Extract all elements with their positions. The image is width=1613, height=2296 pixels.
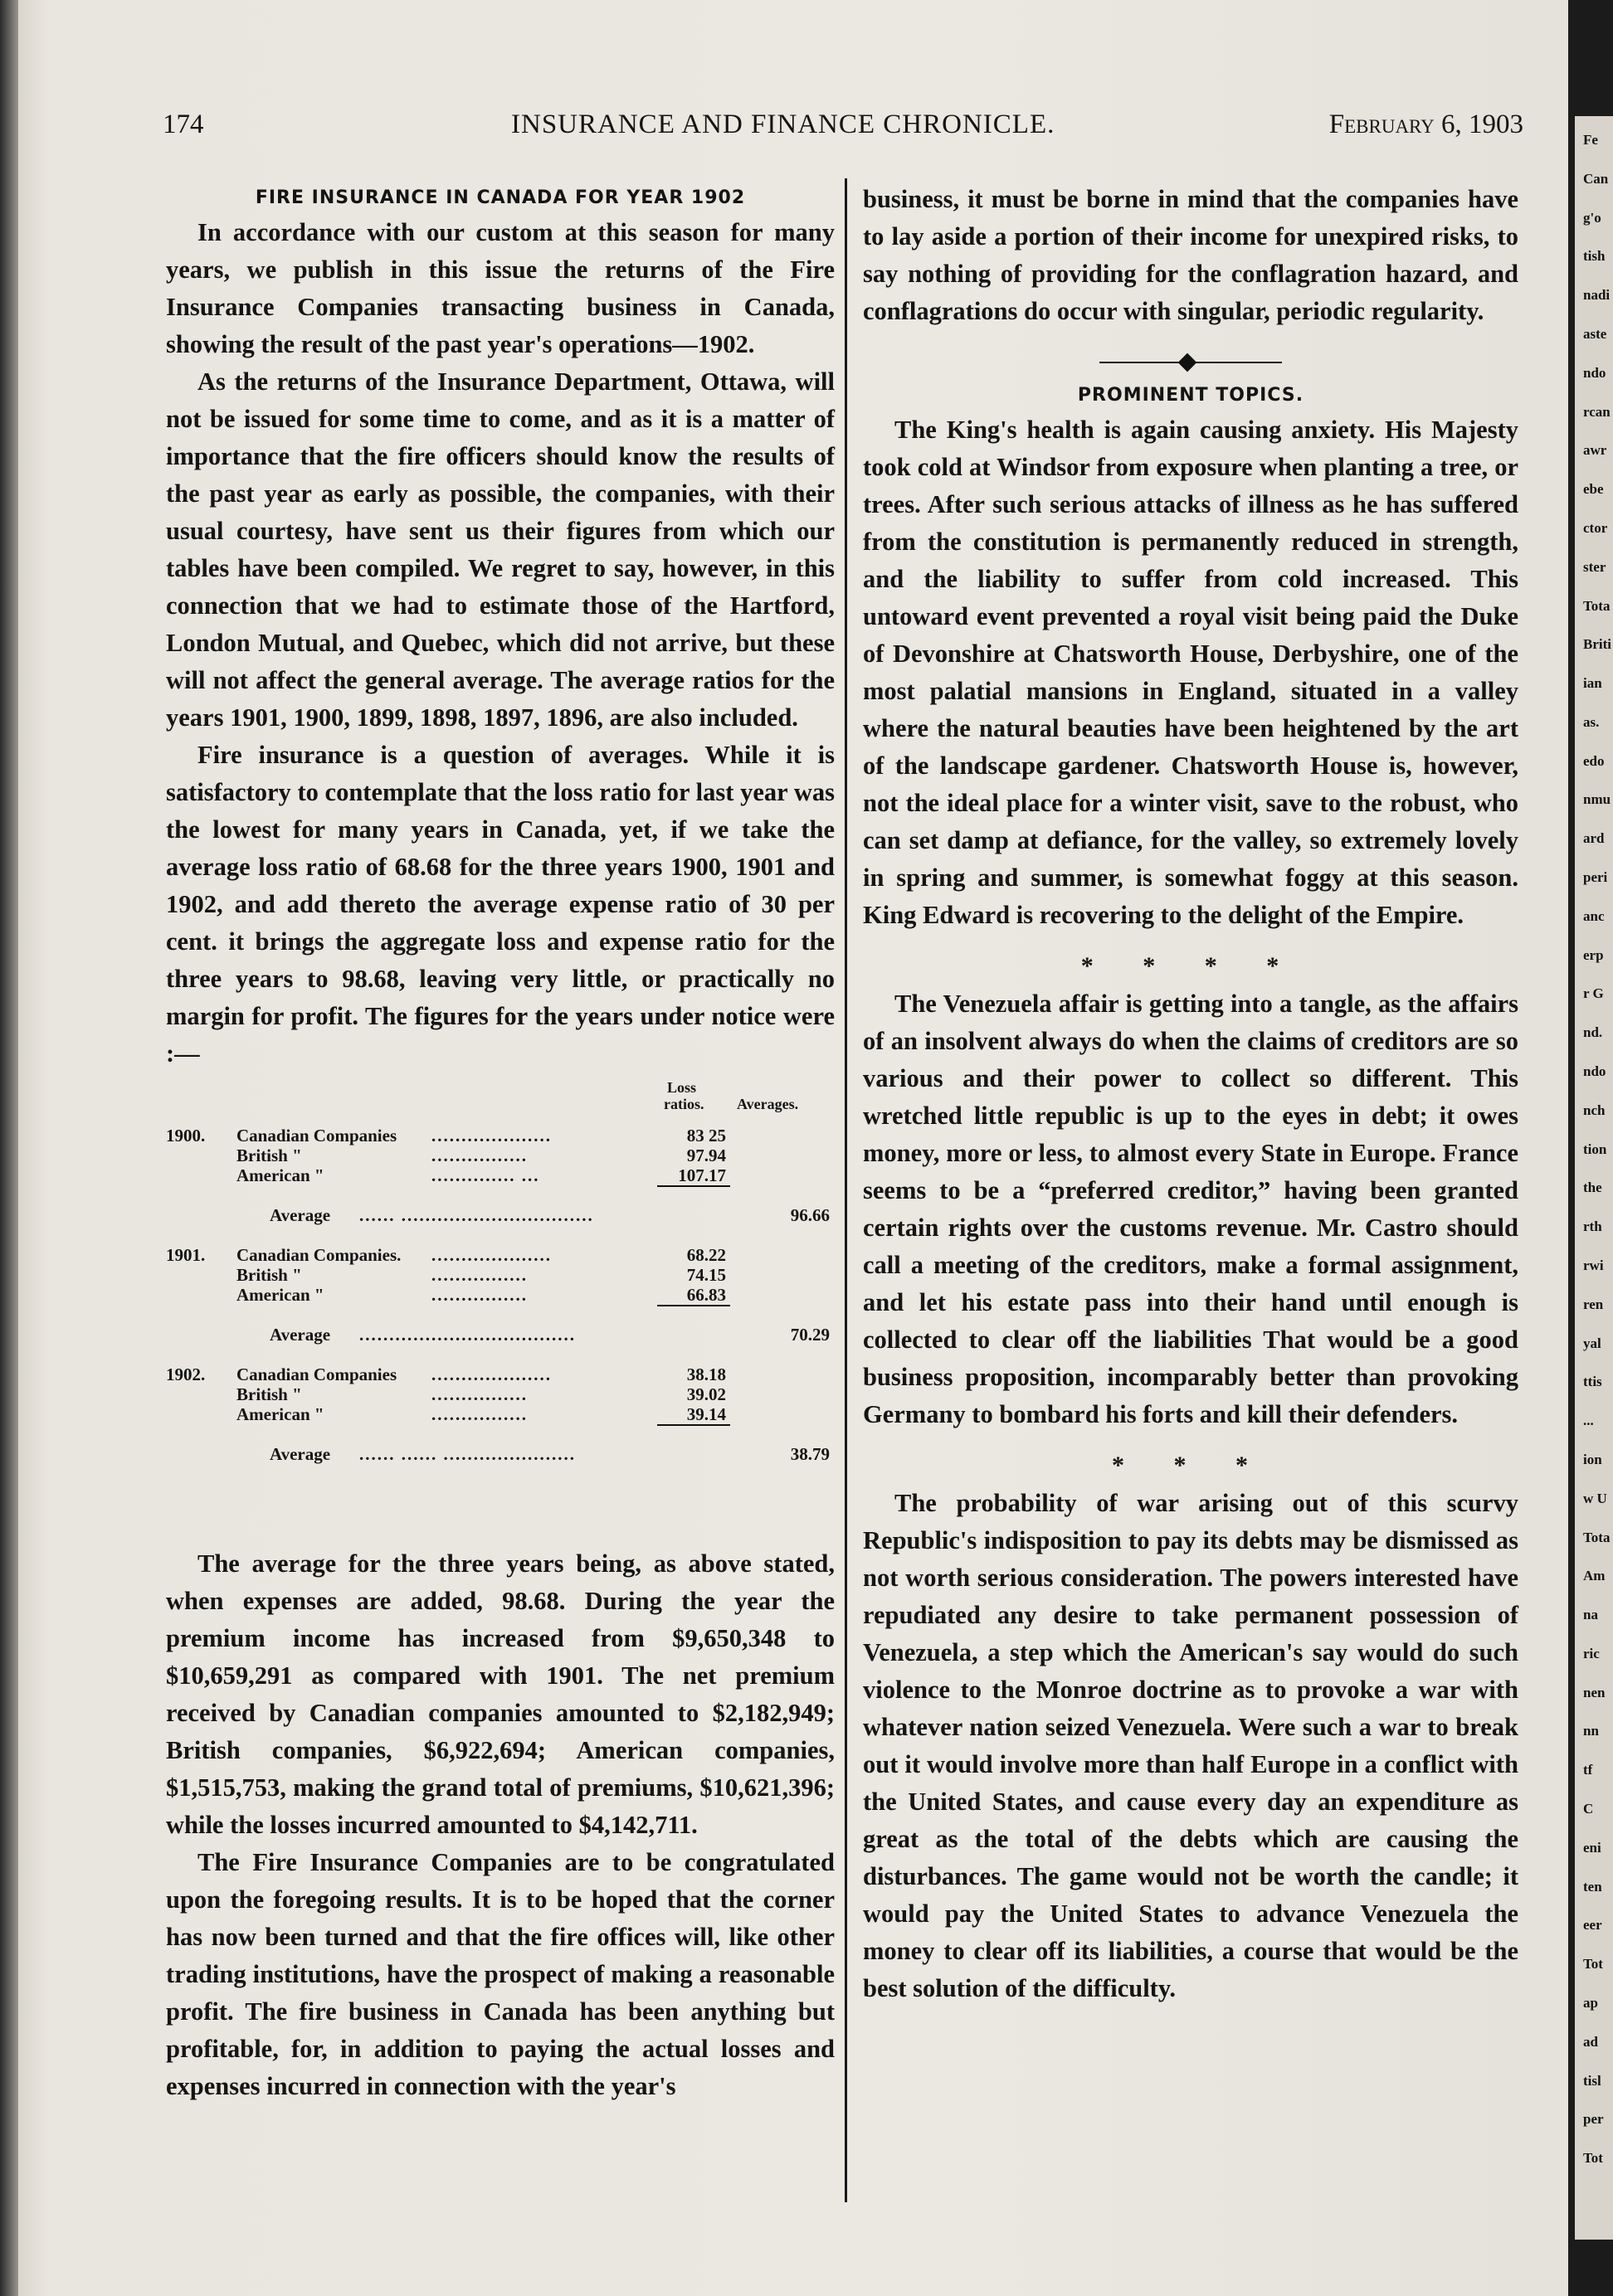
adjacent-page-text-fragment: Can [1583, 171, 1609, 187]
article-paragraph: As the returns of the Insurance Department, Ottawa, will not be issued for some time to come, and as it is a matter of importance that the fire officers should know the results of the past year as early as possible, the companies, with their usual courtesy, have sent us their figures from which our tables have been compiled. We regret to say, however, in this connection that we had to estimate those of the Hartford, London Mutual, and Quebec, which did not arrive, but these will not affect the general average. The average ratios for the years 1901, 1900, 1899, 1898, 1897, 1896, are also included. [166, 367, 835, 732]
sum-rule [657, 1185, 730, 1187]
adjacent-page-text-fragment: nch [1583, 1102, 1606, 1118]
adjacent-page-text-fragment: nadi [1583, 287, 1611, 303]
adjacent-page-text-fragment: Tota [1583, 1530, 1611, 1545]
adjacent-page-text-fragment: r G [1583, 985, 1604, 1001]
adjacent-page-text-fragment: ion [1583, 1452, 1602, 1467]
loss-ratio-value: 39.14 [686, 1404, 726, 1424]
adjacent-page-text-fragment: ap [1583, 1995, 1598, 2011]
average-label: Average [270, 1205, 331, 1225]
adjacent-page-text-fragment: g'o [1583, 210, 1601, 226]
adjacent-page-text-fragment: ndo [1583, 1063, 1606, 1079]
leader-dots: ................ [431, 1146, 528, 1165]
page-header [163, 106, 1523, 148]
company-group: Canadian Companies. [236, 1245, 402, 1265]
table-header [664, 1079, 799, 1112]
publication-title: INSURANCE AND FINANCE CHRONICLE. [511, 109, 1055, 139]
adjacent-page-text-fragment: Tota [1583, 598, 1611, 614]
leader-dots: ...... ...... ...................... [359, 1444, 576, 1464]
company-group: British " [236, 1146, 302, 1165]
adjacent-page-text-fragment: Briti [1583, 636, 1611, 652]
adjacent-page-text-fragment: Am [1583, 1568, 1606, 1583]
company-group: Canadian Companies [236, 1364, 397, 1384]
adjacent-page-text-fragment: Tot [1583, 2150, 1603, 2166]
leader-dots: ................ [431, 1265, 528, 1285]
average-label: Average [270, 1325, 331, 1345]
adjacent-page-text-fragment: ... [1583, 1413, 1594, 1428]
article-heading-fire-insurance: FIRE INSURANCE IN CANADA FOR YEAR 1902 [255, 187, 746, 208]
adjacent-page-text-fragment: Tot [1583, 1956, 1603, 1972]
loss-ratio-value: 38.18 [686, 1364, 726, 1384]
page-binding-edge [0, 0, 18, 2296]
average-value: 38.79 [790, 1444, 830, 1464]
company-group: American " [236, 1285, 324, 1305]
ratios-header: ratios. [664, 1096, 704, 1112]
leader-dots: ................ [431, 1404, 528, 1424]
adjacent-page-text-fragment: nn [1583, 1723, 1599, 1739]
adjacent-page-text-fragment: edo [1583, 753, 1605, 769]
adjacent-page-text-fragment: nd. [1583, 1024, 1603, 1040]
adjacent-page-text-fragment: rwi [1583, 1257, 1604, 1273]
loss-ratio-value: 39.02 [686, 1384, 726, 1404]
adjacent-page-text-fragment: rth [1583, 1219, 1602, 1234]
adjacent-page-text-fragment: nen [1583, 1685, 1606, 1700]
loss-ratio-value: 68.22 [686, 1245, 726, 1265]
loss-ratio-value: 107.17 [678, 1165, 726, 1185]
company-group: British " [236, 1265, 302, 1285]
section-ornament [863, 345, 1518, 378]
adjacent-page-text-fragment: erp [1583, 947, 1604, 963]
adjacent-page-text-fragment: ctor [1583, 520, 1608, 536]
adjacent-page-text-fragment: aste [1583, 326, 1607, 342]
sum-rule [657, 1305, 730, 1306]
right-column [863, 181, 1518, 2007]
adjacent-page-text-fragment: per [1583, 2111, 1604, 2127]
section-separator-stars: * * * * [1080, 952, 1301, 980]
adjacent-page-text-fragment: ebe [1583, 481, 1604, 497]
adjacent-page-text-fragment: tisl [1583, 2073, 1601, 2089]
adjacent-page-text-fragment: anc [1583, 908, 1605, 924]
table-year: 1900. [166, 1126, 206, 1146]
topic-paragraph: The King's health is again causing anxiety. His Majesty took cold at Windsor from exposure when planting a tree, or trees. After such serious attacks of illness as he has suffered from the constitution is permanently reduced in strength, and the liability to suffer from cold increased. This untoward event prevented a royal visit being paid the Duke of Devonshire at Chatsworth House, Derbyshire, one of the most palatial mansions in England, situated in a valley where the natural beauties have been heightened by the art of the landscape gardener. Chatsworth House is, however, not the ideal place for a winter visit, save to the robust, who can set damp at defiance, for the valley, so extremely lovely in spring and summer, is somewhat foggy at this season. King Edward is recovering to the delight of the Empire. [863, 416, 1518, 929]
adjacent-page-text-fragment: Fe [1583, 132, 1598, 148]
article-paragraph: The average for the three years being, as above stated, when expenses are added, 98.68. During the year the premium income has increased from $9,650,348 to $10,659,291 as compared with 1901. The net premium received by Canadian companies amounted to $2,182,949; British companies, $6,922,694; American companies, $1,515,753, making the grand total of premiums, $10,621,396; while the losses incurred amounted to $4,142,711. [166, 1549, 835, 1839]
table-year: 1901. [166, 1245, 206, 1265]
adjacent-page-text-fragment: eni [1583, 1840, 1601, 1856]
leader-dots: ...... ................................ [359, 1205, 594, 1225]
loss-header: Loss [667, 1079, 697, 1096]
article-paragraph: In accordance with our custom at this season for many years, we publish in this issue the returns of the Fire Insurance Companies transacting business in Canada, showing the result of the past year's operations—1902. [166, 218, 835, 358]
article-paragraph: Fire insurance is a question of averages. While it is satisfactory to contemplate that the loss ratio for last year was the lowest for many years in Canada, yet, if we take the average loss ratio of 68.68 for the three years 1900, 1901 and 1902, and add thereto the average expense ratio of 30 per cent. it brings the aggregate loss and expense ratio for the three years to 98.68, leaving very little, or practically no margin for profit. The figures for the years under notice were :— [166, 741, 835, 1068]
topic-paragraph: The probability of war arising out of this scurvy Republic's indisposition to pay its debts may be dismissed as not worth serious consideration. The powers interested have repudiated any desire to take permanent possession of Venezuela, a step which the American's say would do such violence to the Monroe doctrine as to provoke a war with whatever nation seized Venezuela. Were such a war to break out it would involve more than half Europe in a conflict with the United States, and cause every day an expenditure as great as the total of the debts which are causing the disturbances. The game would not be worth the candle; it would pay the United States to advance Venezuela the money to clear off its liabilities, a course that would be the best solution of the difficulty. [863, 1489, 1518, 2002]
adjacent-page-text-fragment: tf [1583, 1762, 1593, 1778]
left-column [166, 181, 835, 2105]
average-label: Average [270, 1444, 331, 1464]
leader-dots: .............. ... [431, 1165, 540, 1185]
leader-dots: .................................... [359, 1325, 576, 1345]
adjacent-page-edge [1568, 0, 1613, 2296]
adjacent-page-text-fragment: yal [1583, 1335, 1601, 1351]
adjacent-page-text-fragment: ren [1583, 1296, 1604, 1312]
adjacent-page-text-fragment: tion [1583, 1141, 1607, 1157]
adjacent-page-text-fragment: the [1583, 1180, 1602, 1195]
company-group: American " [236, 1404, 324, 1424]
table-year: 1902. [166, 1364, 206, 1384]
company-group: British " [236, 1384, 302, 1404]
issue-date: February 6, 1903 [1328, 109, 1523, 139]
section-separator-stars: * * * [1112, 1452, 1269, 1479]
adjacent-page-text-fragment: rcan [1583, 404, 1611, 420]
sum-rule [657, 1424, 730, 1426]
article-continuation: business, it must be borne in mind that the companies have to lay aside a portion of their income for unexpired risks, to say nothing of providing for the conflagration hazard, and conflagrations do occur with singular, periodic regularity. [863, 185, 1518, 325]
leader-dots: .................... [431, 1126, 552, 1146]
ornament-diamond [1178, 353, 1197, 372]
adjacent-page-text-fragment: eer [1583, 1917, 1602, 1933]
adjacent-page-text-fragment: peri [1583, 869, 1608, 885]
adjacent-page-text-fragment: ad [1583, 2034, 1598, 2050]
adjacent-page-text-fragment: tish [1583, 248, 1606, 264]
article-paragraph: The Fire Insurance Companies are to be congratulated upon the foregoing results. It is to be hoped that the corner has now been turned and that the fire offices will, like other trading institutions, have the prospect of making a reasonable profit. The fire business in Canada has been anything but profitable, for, in addition to paying the actual losses and expenses incurred in connection with the year's [166, 1848, 835, 2100]
average-value: 70.29 [790, 1325, 830, 1345]
company-group: American " [236, 1165, 324, 1185]
loss-ratio-value: 66.83 [686, 1285, 726, 1305]
adjacent-page-text-fragment: ttis [1583, 1374, 1602, 1389]
loss-ratio-table [166, 1076, 835, 1545]
leader-dots: .................... [431, 1245, 552, 1265]
loss-ratio-value: 97.94 [686, 1146, 726, 1165]
average-value: 96.66 [790, 1205, 830, 1225]
leader-dots: ................ [431, 1384, 528, 1404]
page-number: 174 [163, 109, 204, 139]
adjacent-page-text-fragment: ard [1583, 830, 1605, 846]
topic-paragraph: The Venezuela affair is getting into a tangle, as the affairs of an insolvent always do when the claims of creditors are so various and their power to collect so different. This wretched little republic is up to the eyes in debt; it owes money, more or less, to almost every State in Europe. France seems to be a “preferred creditor,” having been granted certain rights over the customs revenue. Mr. Castro should call a meeting of the creditors, make a formal assignment, and let his estate pass into their hand until enough is collected to clear off the liabilities That would be a good business proposition, incomparably better than provoking Germany to bombard his forts and kill their defenders. [863, 990, 1518, 1428]
leader-dots: .................... [431, 1364, 552, 1384]
averages-header: Averages. [737, 1096, 799, 1112]
adjacent-page-text-fragment: ndo [1583, 365, 1606, 381]
column-divider [845, 178, 847, 2202]
adjacent-page-text-fragment: na [1583, 1607, 1598, 1622]
loss-ratio-value: 74.15 [686, 1265, 726, 1285]
adjacent-page-text-fragment: nmu [1583, 791, 1611, 807]
leader-dots: ................ [431, 1285, 528, 1305]
adjacent-page-text-fragment: ian [1583, 675, 1602, 691]
adjacent-page-text-fragment: C [1583, 1801, 1594, 1817]
adjacent-page-text-fragment: ten [1583, 1879, 1602, 1895]
adjacent-page-paper [1575, 116, 1613, 2240]
adjacent-page-text-fragment: ric [1583, 1646, 1600, 1661]
loss-ratio-value: 83 25 [686, 1126, 726, 1146]
adjacent-page-text-fragment: w U [1583, 1491, 1607, 1506]
adjacent-page-text-fragment: awr [1583, 442, 1607, 458]
company-group: Canadian Companies [236, 1126, 397, 1146]
adjacent-page-text-fragment: as. [1583, 714, 1600, 730]
adjacent-page-text-fragment: ster [1583, 559, 1606, 575]
section-heading-prominent-topics: PROMINENT TOPICS. [1077, 385, 1304, 406]
